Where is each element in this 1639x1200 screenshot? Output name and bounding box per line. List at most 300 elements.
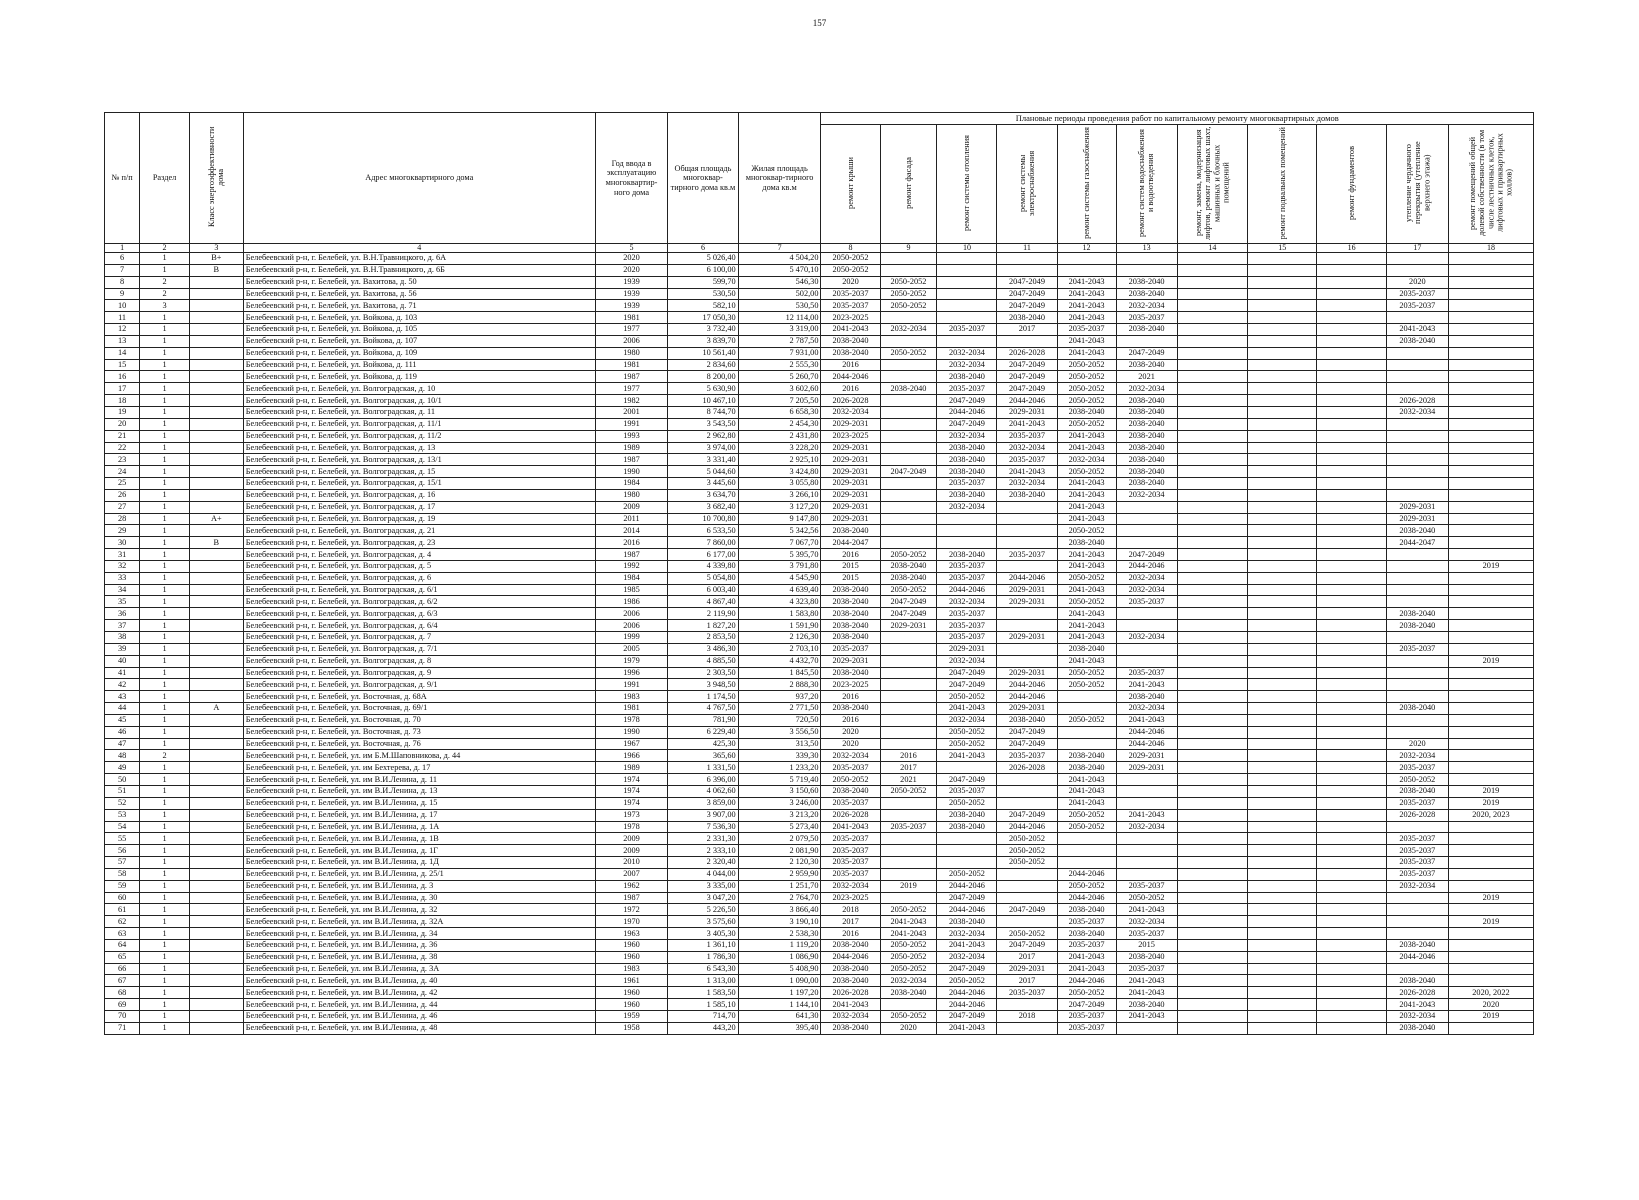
cell-section: 1: [140, 691, 190, 703]
cell-total-area: 781,90: [668, 714, 738, 726]
cell-elevator-repair: [1177, 418, 1247, 430]
cell-total-area: 8 200,00: [668, 371, 738, 383]
cell-common-premises-repair: [1448, 667, 1533, 679]
cell-address: Белебеевский р-н, г. Белебей, ул. им В.И.Ленина, д. 1В: [243, 833, 595, 845]
cell-living-area: 2 888,30: [738, 679, 821, 691]
cell-attic-insulation: 2035-2037: [1386, 300, 1448, 312]
cell-year-built: 1960: [595, 939, 667, 951]
cell-foundation-repair: [1317, 679, 1386, 691]
cell-common-premises-repair: [1448, 774, 1533, 786]
cell-address: Белебеевский р-н, г. Белебей, ул. Волгоградская, д. 10: [243, 383, 595, 395]
cell-row-number: 8: [105, 276, 140, 288]
cell-gas-repair: 2050-2052: [1057, 821, 1116, 833]
cell-elevator-repair: [1177, 537, 1247, 549]
cell-address: Белебеевский р-н, г. Белебей, ул. Волгоградская, д. 7: [243, 632, 595, 644]
cell-water-repair: [1116, 253, 1177, 265]
cell-basement-repair: [1248, 442, 1317, 454]
cell-address: Белебеевский р-н, г. Белебей, ул. Волгоградская, д. 8: [243, 655, 595, 667]
cell-foundation-repair: [1317, 691, 1386, 703]
cell-common-premises-repair: [1448, 951, 1533, 963]
cell-attic-insulation: [1386, 963, 1448, 975]
cell-attic-insulation: [1386, 691, 1448, 703]
cell-total-area: 3 543,50: [668, 418, 738, 430]
cell-facade-repair: 2050-2052: [880, 549, 937, 561]
cell-row-number: 12: [105, 324, 140, 336]
cell-year-built: 1960: [595, 951, 667, 963]
cell-total-area: 425,30: [668, 738, 738, 750]
cell-living-area: 720,50: [738, 714, 821, 726]
cell-facade-repair: [880, 726, 937, 738]
cell-water-repair: [1116, 785, 1177, 797]
column-number: 5: [595, 244, 667, 253]
cell-heating-repair: 2032-2034: [937, 501, 997, 513]
cell-total-area: 4 885,50: [668, 655, 738, 667]
header-cell: ремонт систем водоснабжения и водоотведения: [1116, 125, 1177, 244]
cell-common-premises-repair: [1448, 406, 1533, 418]
cell-elevator-repair: [1177, 916, 1247, 928]
cell-total-area: 582,10: [668, 300, 738, 312]
cell-total-area: 6 533,50: [668, 525, 738, 537]
cell-energy-class: [189, 1022, 243, 1034]
cell-living-area: 3 246,00: [738, 797, 821, 809]
cell-elevator-repair: [1177, 774, 1247, 786]
table-row: [105, 525, 1534, 537]
cell-total-area: 10 467,10: [668, 395, 738, 407]
cell-water-repair: 2038-2040: [1116, 418, 1177, 430]
cell-electric-repair: [997, 868, 1057, 880]
cell-electric-repair: 2038-2040: [997, 312, 1057, 324]
cell-address: Белебеевский р-н, г. Белебей, ул. им В.И.Ленина, д. 3А: [243, 963, 595, 975]
cell-year-built: 1996: [595, 667, 667, 679]
cell-section: 1: [140, 560, 190, 572]
cell-address: Белебеевский р-н, г. Белебей, ул. Волгоградская, д. 23: [243, 537, 595, 549]
cell-water-repair: 2032-2034: [1116, 300, 1177, 312]
cell-elevator-repair: [1177, 620, 1247, 632]
cell-roof-repair: 2044-2046: [821, 371, 880, 383]
cell-water-repair: 2038-2040: [1116, 478, 1177, 490]
cell-roof-repair: 2032-2034: [821, 1011, 880, 1023]
cell-living-area: 2 079,50: [738, 833, 821, 845]
cell-roof-repair: 2023-2025: [821, 679, 880, 691]
cell-roof-repair: 2029-2031: [821, 655, 880, 667]
cell-energy-class: A: [189, 703, 243, 715]
cell-section: 1: [140, 857, 190, 869]
cell-heating-repair: 2047-2049: [937, 667, 997, 679]
cell-total-area: 6 177,00: [668, 549, 738, 561]
cell-elevator-repair: [1177, 288, 1247, 300]
cell-basement-repair: [1248, 714, 1317, 726]
cell-living-area: 3 213,20: [738, 809, 821, 821]
cell-electric-repair: 2044-2046: [997, 691, 1057, 703]
cell-basement-repair: [1248, 537, 1317, 549]
cell-section: 1: [140, 572, 190, 584]
cell-elevator-repair: [1177, 821, 1247, 833]
cell-elevator-repair: [1177, 691, 1247, 703]
header-cell: ремонт фундаментов: [1317, 125, 1386, 244]
cell-total-area: 1 786,30: [668, 951, 738, 963]
cell-address: Белебеевский р-н, г. Белебей, ул. им В.И.Ленина, д. 42: [243, 987, 595, 999]
cell-water-repair: 2021: [1116, 371, 1177, 383]
cell-roof-repair: 2038-2040: [821, 596, 880, 608]
cell-address: Белебеевский р-н, г. Белебей, ул. Волгоградская, д. 10/1: [243, 395, 595, 407]
cell-heating-repair: 2041-2043: [937, 1022, 997, 1034]
cell-address: Белебеевский р-н, г. Белебей, ул. Восточная, д. 76: [243, 738, 595, 750]
cell-electric-repair: 2044-2046: [997, 679, 1057, 691]
cell-common-premises-repair: [1448, 868, 1533, 880]
cell-elevator-repair: [1177, 395, 1247, 407]
cell-year-built: 2006: [595, 608, 667, 620]
cell-facade-repair: 2038-2040: [880, 383, 937, 395]
table-row: [105, 667, 1534, 679]
cell-total-area: 3 575,60: [668, 916, 738, 928]
cell-water-repair: 2044-2046: [1116, 726, 1177, 738]
cell-energy-class: [189, 963, 243, 975]
cell-water-repair: 2041-2043: [1116, 975, 1177, 987]
cell-electric-repair: [997, 892, 1057, 904]
cell-living-area: 3 055,80: [738, 478, 821, 490]
cell-heating-repair: 2044-2046: [937, 584, 997, 596]
table-row: [105, 572, 1534, 584]
cell-foundation-repair: [1317, 632, 1386, 644]
cell-gas-repair: 2050-2052: [1057, 596, 1116, 608]
cell-address: Белебеевский р-н, г. Белебей, ул. Волгоградская, д. 4: [243, 549, 595, 561]
cell-attic-insulation: [1386, 632, 1448, 644]
cell-living-area: 3 150,60: [738, 785, 821, 797]
cell-year-built: 1984: [595, 572, 667, 584]
cell-energy-class: [189, 335, 243, 347]
cell-facade-repair: [880, 513, 937, 525]
cell-section: 1: [140, 478, 190, 490]
cell-living-area: 5 719,40: [738, 774, 821, 786]
cell-section: 1: [140, 335, 190, 347]
cell-facade-repair: [880, 359, 937, 371]
cell-attic-insulation: 2035-2037: [1386, 868, 1448, 880]
cell-water-repair: 2044-2046: [1116, 738, 1177, 750]
cell-heating-repair: 2050-2052: [937, 691, 997, 703]
cell-common-premises-repair: [1448, 596, 1533, 608]
cell-facade-repair: [880, 999, 937, 1011]
cell-address: Белебеевский р-н, г. Белебей, ул. им В.И.Ленина, д. 38: [243, 951, 595, 963]
cell-foundation-repair: [1317, 655, 1386, 667]
cell-living-area: 2 126,30: [738, 632, 821, 644]
cell-electric-repair: [997, 335, 1057, 347]
cell-basement-repair: [1248, 821, 1317, 833]
cell-water-repair: [1116, 513, 1177, 525]
cell-basement-repair: [1248, 632, 1317, 644]
cell-living-area: 546,30: [738, 276, 821, 288]
cell-water-repair: 2035-2037: [1116, 963, 1177, 975]
cell-heating-repair: 2044-2046: [937, 880, 997, 892]
cell-attic-insulation: [1386, 489, 1448, 501]
cell-row-number: 52: [105, 797, 140, 809]
cell-common-premises-repair: [1448, 513, 1533, 525]
cell-year-built: 2006: [595, 335, 667, 347]
cell-elevator-repair: [1177, 264, 1247, 276]
cell-section: 1: [140, 821, 190, 833]
cell-common-premises-repair: [1448, 347, 1533, 359]
cell-attic-insulation: 2032-2034: [1386, 1011, 1448, 1023]
cell-heating-repair: 2047-2049: [937, 418, 997, 430]
cell-foundation-repair: [1317, 359, 1386, 371]
cell-foundation-repair: [1317, 466, 1386, 478]
cell-common-premises-repair: [1448, 253, 1533, 265]
cell-foundation-repair: [1317, 406, 1386, 418]
table-row: [105, 726, 1534, 738]
cell-section: 1: [140, 632, 190, 644]
cell-attic-insulation: 2038-2040: [1386, 335, 1448, 347]
cell-heating-repair: 2032-2034: [937, 347, 997, 359]
cell-common-premises-repair: [1448, 489, 1533, 501]
header-cell: ремонт, замена, модернизация лифтов, ремонт лифтовых шахт, машинных и блочных помещений: [1177, 125, 1247, 244]
cell-roof-repair: 2023-2025: [821, 312, 880, 324]
cell-year-built: 1974: [595, 797, 667, 809]
cell-gas-repair: [1057, 253, 1116, 265]
cell-facade-repair: [880, 857, 937, 869]
cell-electric-repair: 2026-2028: [997, 347, 1057, 359]
cell-electric-repair: 2029-2031: [997, 703, 1057, 715]
cell-elevator-repair: [1177, 466, 1247, 478]
cell-year-built: 1983: [595, 963, 667, 975]
cell-section: 1: [140, 347, 190, 359]
table-row: [105, 762, 1534, 774]
cell-water-repair: 2038-2040: [1116, 442, 1177, 454]
cell-address: Белебеевский р-н, г. Белебей, ул. им Б.М.Шаповникова, д. 44: [243, 750, 595, 762]
cell-section: 1: [140, 406, 190, 418]
cell-section: 1: [140, 513, 190, 525]
cell-facade-repair: 2017: [880, 762, 937, 774]
cell-address: Белебеевский р-н, г. Белебей, ул. Волгоградская, д. 6/2: [243, 596, 595, 608]
cell-section: 1: [140, 1011, 190, 1023]
cell-common-premises-repair: [1448, 276, 1533, 288]
column-number: 4: [243, 244, 595, 253]
cell-living-area: 1 583,80: [738, 608, 821, 620]
cell-row-number: 44: [105, 703, 140, 715]
cell-section: 1: [140, 845, 190, 857]
cell-electric-repair: [997, 513, 1057, 525]
cell-elevator-repair: [1177, 738, 1247, 750]
cell-basement-repair: [1248, 288, 1317, 300]
cell-energy-class: [189, 833, 243, 845]
cell-foundation-repair: [1317, 584, 1386, 596]
cell-heating-repair: 2038-2040: [937, 821, 997, 833]
cell-section: 2: [140, 276, 190, 288]
cell-heating-repair: 2035-2037: [937, 324, 997, 336]
cell-water-repair: 2038-2040: [1116, 324, 1177, 336]
cell-common-premises-repair: 2019: [1448, 655, 1533, 667]
cell-living-area: 3 190,10: [738, 916, 821, 928]
cell-facade-repair: 2050-2052: [880, 1011, 937, 1023]
cell-living-area: 937,20: [738, 691, 821, 703]
cell-facade-repair: [880, 537, 937, 549]
cell-heating-repair: [937, 253, 997, 265]
cell-elevator-repair: [1177, 324, 1247, 336]
cell-foundation-repair: [1317, 667, 1386, 679]
cell-basement-repair: [1248, 845, 1317, 857]
cell-attic-insulation: [1386, 253, 1448, 265]
cell-common-premises-repair: [1448, 975, 1533, 987]
cell-living-area: 3 127,20: [738, 501, 821, 513]
cell-address: Белебеевский р-н, г. Белебей, ул. Волгоградская, д. 6/3: [243, 608, 595, 620]
cell-total-area: 3 486,30: [668, 643, 738, 655]
cell-elevator-repair: [1177, 454, 1247, 466]
cell-roof-repair: 2044-2047: [821, 537, 880, 549]
cell-roof-repair: 2029-2031: [821, 454, 880, 466]
header-cell: утепление чердачного перекрытия (утепление верхнего этажа): [1386, 125, 1448, 244]
cell-section: 1: [140, 999, 190, 1011]
column-number: 1: [105, 244, 140, 253]
cell-attic-insulation: [1386, 442, 1448, 454]
cell-elevator-repair: [1177, 359, 1247, 371]
cell-common-premises-repair: 2019: [1448, 892, 1533, 904]
cell-row-number: 64: [105, 939, 140, 951]
cell-electric-repair: [997, 537, 1057, 549]
cell-heating-repair: [937, 288, 997, 300]
cell-attic-insulation: 2026-2028: [1386, 809, 1448, 821]
cell-energy-class: [189, 845, 243, 857]
cell-section: 1: [140, 762, 190, 774]
cell-facade-repair: 2047-2049: [880, 466, 937, 478]
cell-row-number: 47: [105, 738, 140, 750]
cell-foundation-repair: [1317, 347, 1386, 359]
cell-energy-class: [189, 549, 243, 561]
cell-section: 1: [140, 939, 190, 951]
cell-total-area: 4 044,00: [668, 868, 738, 880]
cell-row-number: 59: [105, 880, 140, 892]
cell-heating-repair: 2050-2052: [937, 738, 997, 750]
cell-attic-insulation: 2032-2034: [1386, 406, 1448, 418]
cell-row-number: 28: [105, 513, 140, 525]
cell-total-area: 7 860,00: [668, 537, 738, 549]
cell-gas-repair: 2050-2052: [1057, 809, 1116, 821]
cell-facade-repair: [880, 643, 937, 655]
cell-address: Белебеевский р-н, г. Белебей, ул. Волгоградская, д. 6/1: [243, 584, 595, 596]
cell-elevator-repair: [1177, 549, 1247, 561]
cell-attic-insulation: [1386, 821, 1448, 833]
cell-living-area: 313,50: [738, 738, 821, 750]
cell-address: Белебеевский р-н, г. Белебей, ул. им В.И.Ленина, д. 44: [243, 999, 595, 1011]
cell-address: Белебеевский р-н, г. Белебей, ул. Волгоградская, д. 7/1: [243, 643, 595, 655]
cell-total-area: 2 320,40: [668, 857, 738, 869]
cell-common-premises-repair: [1448, 478, 1533, 490]
cell-year-built: 2014: [595, 525, 667, 537]
cell-living-area: 4 639,40: [738, 584, 821, 596]
cell-year-built: 2009: [595, 833, 667, 845]
cell-basement-repair: [1248, 371, 1317, 383]
cell-facade-repair: 2050-2052: [880, 951, 937, 963]
table-row: [105, 703, 1534, 715]
cell-address: Белебеевский р-н, г. Белебей, ул. Волгоградская, д. 9: [243, 667, 595, 679]
cell-electric-repair: 2038-2040: [997, 489, 1057, 501]
cell-attic-insulation: 2035-2037: [1386, 643, 1448, 655]
cell-elevator-repair: [1177, 703, 1247, 715]
cell-elevator-repair: [1177, 478, 1247, 490]
cell-roof-repair: 2020: [821, 738, 880, 750]
cell-attic-insulation: 2038-2040: [1386, 785, 1448, 797]
table-row: [105, 785, 1534, 797]
cell-elevator-repair: [1177, 667, 1247, 679]
cell-attic-insulation: [1386, 928, 1448, 940]
cell-attic-insulation: 2035-2037: [1386, 797, 1448, 809]
cell-elevator-repair: [1177, 892, 1247, 904]
cell-year-built: 2005: [595, 643, 667, 655]
cell-basement-repair: [1248, 738, 1317, 750]
cell-gas-repair: 2038-2040: [1057, 904, 1116, 916]
cell-living-area: 2 081,90: [738, 845, 821, 857]
cell-address: Белебеевский р-н, г. Белебей, ул. Войкова, д. 103: [243, 312, 595, 324]
cell-year-built: 1982: [595, 395, 667, 407]
table-row: [105, 418, 1534, 430]
cell-living-area: 3 319,00: [738, 324, 821, 336]
cell-water-repair: 2041-2043: [1116, 714, 1177, 726]
cell-facade-repair: 2050-2052: [880, 904, 937, 916]
cell-basement-repair: [1248, 418, 1317, 430]
cell-attic-insulation: 2026-2028: [1386, 987, 1448, 999]
cell-row-number: 51: [105, 785, 140, 797]
cell-total-area: 443,20: [668, 1022, 738, 1034]
cell-living-area: 2 538,30: [738, 928, 821, 940]
cell-facade-repair: [880, 738, 937, 750]
cell-heating-repair: 2035-2037: [937, 572, 997, 584]
column-number: 9: [880, 244, 937, 253]
cell-foundation-repair: [1317, 726, 1386, 738]
cell-basement-repair: [1248, 868, 1317, 880]
cell-attic-insulation: 2038-2040: [1386, 939, 1448, 951]
cell-energy-class: [189, 466, 243, 478]
cell-facade-repair: 2050-2052: [880, 276, 937, 288]
table-row: [105, 335, 1534, 347]
cell-common-premises-repair: [1448, 288, 1533, 300]
cell-facade-repair: [880, 691, 937, 703]
cell-gas-repair: 2050-2052: [1057, 371, 1116, 383]
cell-energy-class: [189, 478, 243, 490]
cell-total-area: 3 682,40: [668, 501, 738, 513]
cell-common-premises-repair: [1448, 762, 1533, 774]
cell-year-built: 1974: [595, 785, 667, 797]
cell-elevator-repair: [1177, 608, 1247, 620]
cell-energy-class: [189, 726, 243, 738]
cell-foundation-repair: [1317, 714, 1386, 726]
cell-basement-repair: [1248, 489, 1317, 501]
cell-address: Белебеевский р-н, г. Белебей, ул. им Бехтерева, д. 17: [243, 762, 595, 774]
cell-gas-repair: 2035-2037: [1057, 939, 1116, 951]
cell-total-area: 6 100,00: [668, 264, 738, 276]
cell-energy-class: [189, 821, 243, 833]
cell-water-repair: 2032-2034: [1116, 383, 1177, 395]
cell-living-area: 2 771,50: [738, 703, 821, 715]
cell-basement-repair: [1248, 501, 1317, 513]
cell-heating-repair: 2029-2031: [937, 643, 997, 655]
cell-year-built: 1987: [595, 454, 667, 466]
cell-heating-repair: 2035-2037: [937, 785, 997, 797]
cell-row-number: 37: [105, 620, 140, 632]
cell-water-repair: 2035-2037: [1116, 667, 1177, 679]
cell-elevator-repair: [1177, 584, 1247, 596]
cell-attic-insulation: 2035-2037: [1386, 833, 1448, 845]
cell-common-premises-repair: [1448, 501, 1533, 513]
cell-facade-repair: 2019: [880, 880, 937, 892]
cell-address: Белебеевский р-н, г. Белебей, ул. Восточная, д. 70: [243, 714, 595, 726]
cell-row-number: 38: [105, 632, 140, 644]
cell-elevator-repair: [1177, 632, 1247, 644]
cell-common-premises-repair: [1448, 703, 1533, 715]
header-cell: Год ввода в эксплуатацию многоквартир-ного дома: [595, 113, 667, 244]
cell-basement-repair: [1248, 999, 1317, 1011]
cell-total-area: 2 834,60: [668, 359, 738, 371]
cell-foundation-repair: [1317, 987, 1386, 999]
header-cell: ремонт подвальных помещений: [1248, 125, 1317, 244]
cell-basement-repair: [1248, 466, 1317, 478]
cell-common-premises-repair: [1448, 679, 1533, 691]
